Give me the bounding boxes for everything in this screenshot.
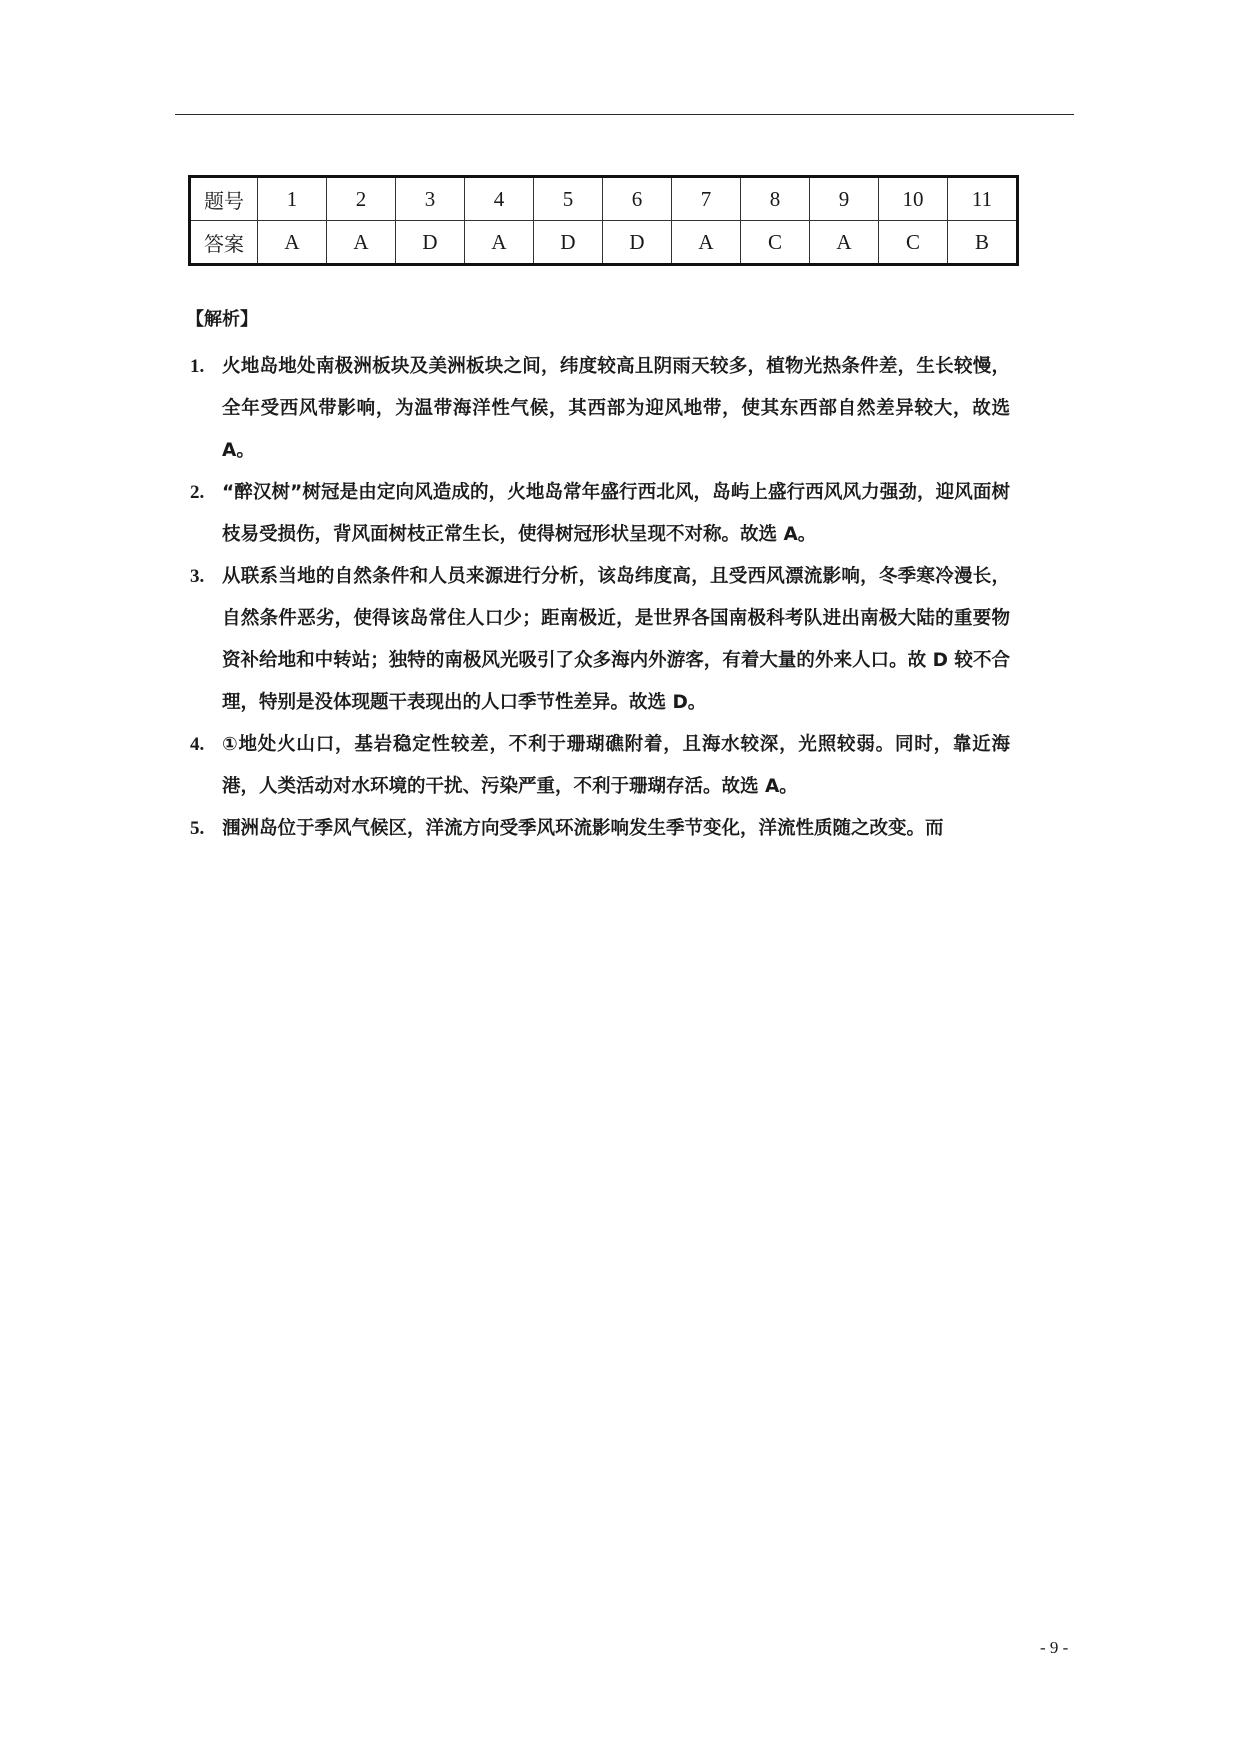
item-text: 从联系当地的自然条件和人员来源进行分析，该岛纬度高，且受西风漂流影响，冬季寒冷漫长，自然条件恶劣，使得该岛常住人口少；距南极近，是世界各国南极科考队进出南极大陆的重要物资补给地和中转站；独特的南极风光吸引了众多海内外游客，有着大量的外来人口。故 D 较不合理，特别是没体现题干表现出的人口季节性差异。故选 D。 [222, 566, 1010, 713]
analysis-item-4 [190, 724, 1010, 808]
answer-cell: A [465, 221, 534, 265]
analysis-item-3 [190, 556, 1010, 724]
question-cell: 10 [879, 177, 948, 221]
analysis-list [190, 346, 1010, 850]
header-rule [175, 114, 1074, 115]
answer-cell: B [948, 221, 1018, 265]
item-text: 火地岛地处南极洲板块及美洲板块之间，纬度较高且阴雨天较多，植物光热条件差，生长较慢，全年受西风带影响，为温带海洋性气候，其西部为迎风地带，使其东西部自然差异较大，故选 A。 [222, 356, 1010, 461]
question-cell: 3 [396, 177, 465, 221]
question-cell: 11 [948, 177, 1018, 221]
answer-row [190, 221, 1018, 265]
item-text: 涠洲岛位于季风气候区，洋流方向受季风环流影响发生季节变化，洋流性质随之改变。而 [222, 818, 944, 839]
answer-cell: A [810, 221, 879, 265]
answer-cell: C [879, 221, 948, 265]
item-number: 5. [190, 818, 205, 839]
item-text: ①地处火山口，基岩稳定性较差，不利于珊瑚礁附着，且海水较深，光照较弱。同时，靠近海港，人类活动对水环境的干扰、污染严重，不利于珊瑚存活。故选 A。 [222, 734, 1010, 797]
answer-cell: A [672, 221, 741, 265]
answer-cell: A [258, 221, 327, 265]
analysis-heading: 【解析】 [186, 309, 258, 330]
item-number: 4. [190, 734, 205, 755]
analysis-item-2 [190, 472, 1010, 556]
answer-cell: C [741, 221, 810, 265]
question-cell: 8 [741, 177, 810, 221]
answer-cell: D [396, 221, 465, 265]
analysis-item-1 [190, 346, 1010, 472]
page-number: - 9 - [1040, 1638, 1069, 1657]
question-cell: 9 [810, 177, 879, 221]
question-number-row [190, 177, 1018, 221]
question-cell: 7 [672, 177, 741, 221]
answer-cell: A [327, 221, 396, 265]
item-number: 2. [190, 482, 205, 503]
question-cell: 1 [258, 177, 327, 221]
question-cell: 4 [465, 177, 534, 221]
question-cell: 2 [327, 177, 396, 221]
row-label-question: 题号 [190, 177, 258, 221]
item-number: 1. [190, 356, 205, 377]
answer-table [188, 175, 1019, 266]
answer-cell: D [603, 221, 672, 265]
item-number: 3. [190, 566, 205, 587]
answer-cell: D [534, 221, 603, 265]
analysis-item-5 [190, 808, 1010, 850]
question-cell: 5 [534, 177, 603, 221]
item-text: “醉汉树”树冠是由定向风造成的，火地岛常年盛行西北风，岛屿上盛行西风风力强劲，迎风面树枝易受损伤，背风面树枝正常生长，使得树冠形状呈现不对称。故选 A。 [222, 482, 1010, 545]
question-cell: 6 [603, 177, 672, 221]
row-label-answer: 答案 [190, 221, 258, 265]
